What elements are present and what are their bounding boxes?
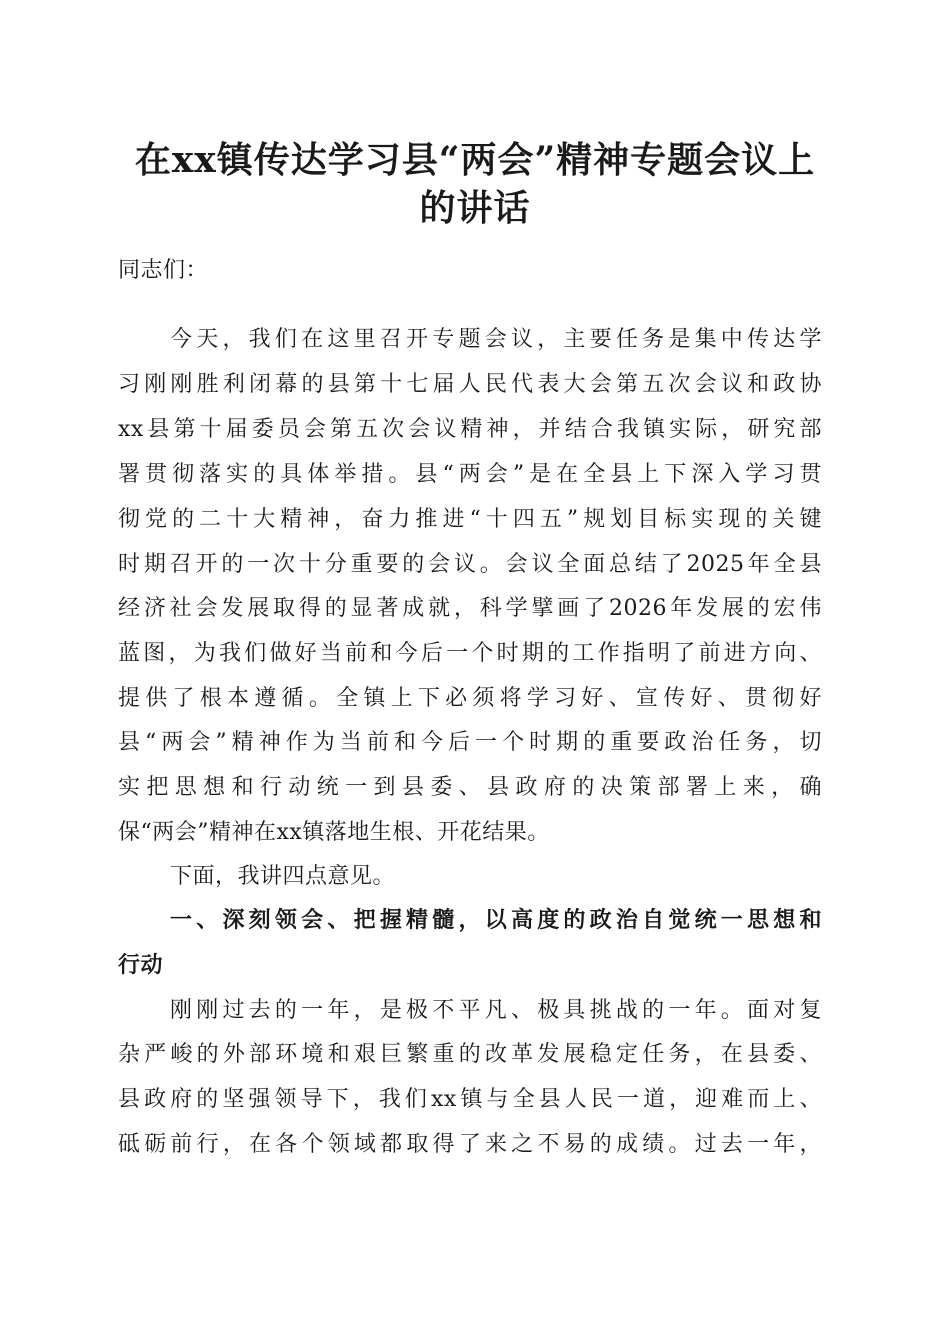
- paragraph-line: 保“两会”精神在xx镇落地生根、开花结果。: [118, 820, 550, 845]
- paragraph-line: 经济社会发展取得的显著成就，科学擘画了2026年发展的宏伟: [118, 596, 822, 621]
- paragraph-line: 县政府的坚强领导下，我们xx镇与全县人民一道，迎难而上、: [118, 1087, 822, 1112]
- document-title-line-1: 在xx镇传达学习县“两会”精神专题会议上: [134, 139, 816, 181]
- document-title-line-2: 的讲话: [419, 187, 531, 229]
- paragraph-line: 提供了根本遵循。全镇上下必须将学习好、宣传好、贯彻好: [118, 686, 822, 711]
- paragraph-line: 刚刚过去的一年，是极不平凡、极具挑战的一年。面对复: [170, 998, 822, 1023]
- paragraph-line: 蓝图，为我们做好当前和今后一个时期的工作指明了前进方向、: [118, 641, 822, 666]
- paragraph-line: 今天，我们在这里召开专题会议，主要任务是集中传达学: [170, 327, 822, 352]
- section-heading-line: 行动: [118, 953, 164, 978]
- paragraph-line: 杂严峻的外部环境和艰巨繁重的改革发展稳定任务，在县委、: [118, 1042, 822, 1067]
- paragraph-line: xx县第十届委员会第五次会议精神，并结合我镇实际，研究部: [118, 417, 822, 442]
- paragraph-line: 实把思想和行动统一到县委、县政府的决策部署上来，确: [118, 775, 822, 800]
- paragraph-line: 彻党的二十大精神，奋力推进“十四五”规划目标实现的关键: [118, 507, 822, 532]
- paragraph-line: 下面，我讲四点意见。: [170, 864, 396, 889]
- paragraph-line: 署贯彻落实的具体举措。县“两会”是在全县上下深入学习贯: [118, 462, 822, 487]
- salutation: 同志们：: [118, 258, 209, 283]
- paragraph-line: 习刚刚胜利闭幕的县第十七届人民代表大会第五次会议和政协: [118, 372, 822, 397]
- paragraph-line: 砥砺前行，在各个领域都取得了来之不易的成绩。过去一年，: [118, 1132, 822, 1157]
- paragraph-line: 时期召开的一次十分重要的会议。会议全面总结了2025年全县: [118, 552, 822, 577]
- paragraph-line: 县“两会”精神作为当前和今后一个时期的重要政治任务，切: [118, 730, 822, 755]
- section-heading-line: 一、深刻领会、把握精髓，以高度的政治自觉统一思想和: [170, 908, 822, 933]
